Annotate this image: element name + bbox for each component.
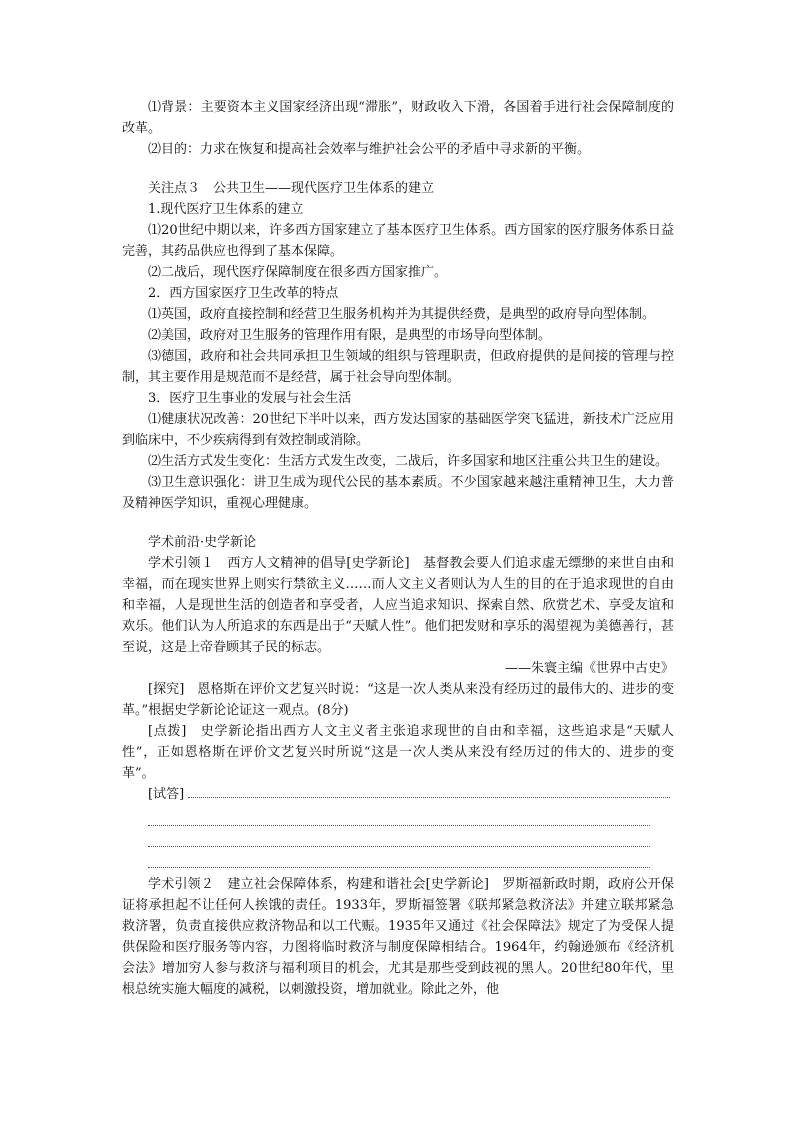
focus3-sub2-p1: ⑴英国，政府直接控制和经营卫生服务机构并为其提供经费，是典型的政府导向型体制。 [148, 307, 656, 322]
focus3-sub2-title: 2．西方国家医疗卫生改革的特点 [148, 286, 339, 301]
hint-text: [点拨] 史学新论指出西方人文主义者主张追求现世的自由和幸福，这些追求是“天赋人性”，正如恩格斯在评价文艺复兴时所说“这是一次人类从来没有经历过的伟大的、进步的变革”。 [122, 724, 674, 781]
spacer [122, 160, 674, 178]
focus3-sub1-title: 1.现代医疗卫生体系的建立 [148, 202, 304, 217]
focus3-sub3-p2: ⑵生活方式发生变化：生活方式发生改变，二战后，许多国家和地区注重公共卫生的建设。 [148, 454, 669, 469]
focus3-sub2-p2: ⑵美国，政府对卫生服务的管理作用有限，是典型的市场导向型体制。 [148, 328, 552, 343]
intro-purpose: ⑵目的：力求在恢复和提高社会效率与维护社会公平的矛盾中寻求新的平衡。 [148, 142, 591, 157]
answer-line[interactable] [148, 805, 650, 826]
answer-row [122, 784, 674, 805]
answer-line[interactable] [148, 847, 650, 868]
focus3-sub3-p3: ⑶卫生意识强化：讲卫生成为现代公民的基本素质。不少国家越来越注重精神卫生，大力普及精神医学知识，重视心理健康。 [122, 475, 674, 511]
focus3-sub1-p1: ⑴20世纪中期以来，许多西方国家建立了基本医疗卫生体系。西方国家的医疗服务体系日益完善，其药品供应也得到了基本保障。 [122, 223, 674, 259]
lead1-text: 学术引领１ 西方人文精神的倡导[史学新论] 基督教会要人们追求虚无缥缈的来世自由和幸福，而在现实世界上则实行禁欲主义……而人文主义者则认为人生的目的在于追求现世的自由和幸福，人是现世生活的创造者和享受者，人应当追求知识、探索自然、欣赏艺术、享受友谊和欢乐。他们认为人所追求的东西是出于“天赋人性”。他们把发财和享乐的渴望视为美德善行，甚至说，这是上帝眷顾其子民的标志。 [122, 556, 674, 655]
lead2-text: 学术引领２ 建立社会保障体系，构建和谐社会[史学新论] 罗斯福新政时期，政府公开保证将承担起不让任何人挨饿的责任。1933年，罗斯福签署《联邦紧急救济法》并建立联邦紧急救济署，负责直接供应救济物品和以工代赈。1935年又通过《社会保障法》规定了为受保人提供保险和医疗服务等内容，力图将临时救济与制度保障相结合。1964年，约翰逊颁布《经济机会法》增加穷人参与救济与福利项目的机会，尤其是那些受到歧视的黑人。20世纪80年代，里根总统实施大幅度的减税，以刺激投资，增加就业。除此之外，他 [122, 877, 674, 997]
focus3-sub3-p1: ⑴健康状况改善：20世纪下半叶以来，西方发达国家的基础医学突飞猛进，新技术广泛应用到临床中，不少疾病得到有效控制或消除。 [122, 412, 674, 448]
answer-line[interactable] [148, 826, 650, 847]
answer-label: [试答] [148, 787, 185, 802]
lead1-source: ——朱寰主编《世界中古史》 [504, 661, 674, 676]
focus3-sub1-p2: ⑵二战后，现代医疗保障制度在很多西方国家推广。 [148, 265, 448, 280]
focus3-heading: 关注点３ 公共卫生——现代医疗卫生体系的建立 [148, 181, 435, 196]
focus3-sub3-title: 3．医疗卫生事业的发展与社会生活 [148, 391, 352, 406]
spacer [122, 514, 674, 532]
focus3-sub2-p3: ⑶德国，政府和社会共同承担卫生领域的组织与管理职责，但政府提供的是间接的管理与控制，其主要作用是规范而不是经营，属于社会导向型体制。 [122, 349, 674, 385]
explore-question: [探究] 恩格斯在评价文艺复兴时说：“这是一次人类从来没有经历过的最伟大的、进步的变革。”根据史学新论论证这一观点。(8分) [122, 682, 674, 718]
frontier-heading: 学术前沿·史学新论 [148, 535, 257, 550]
answer-line[interactable] [188, 785, 670, 798]
document-page [122, 97, 674, 1000]
intro-background: ⑴背景：主要资本主义国家经济出现“滞胀”，财政收入下滑，各国着手进行社会保障制度的改革。 [122, 100, 674, 136]
